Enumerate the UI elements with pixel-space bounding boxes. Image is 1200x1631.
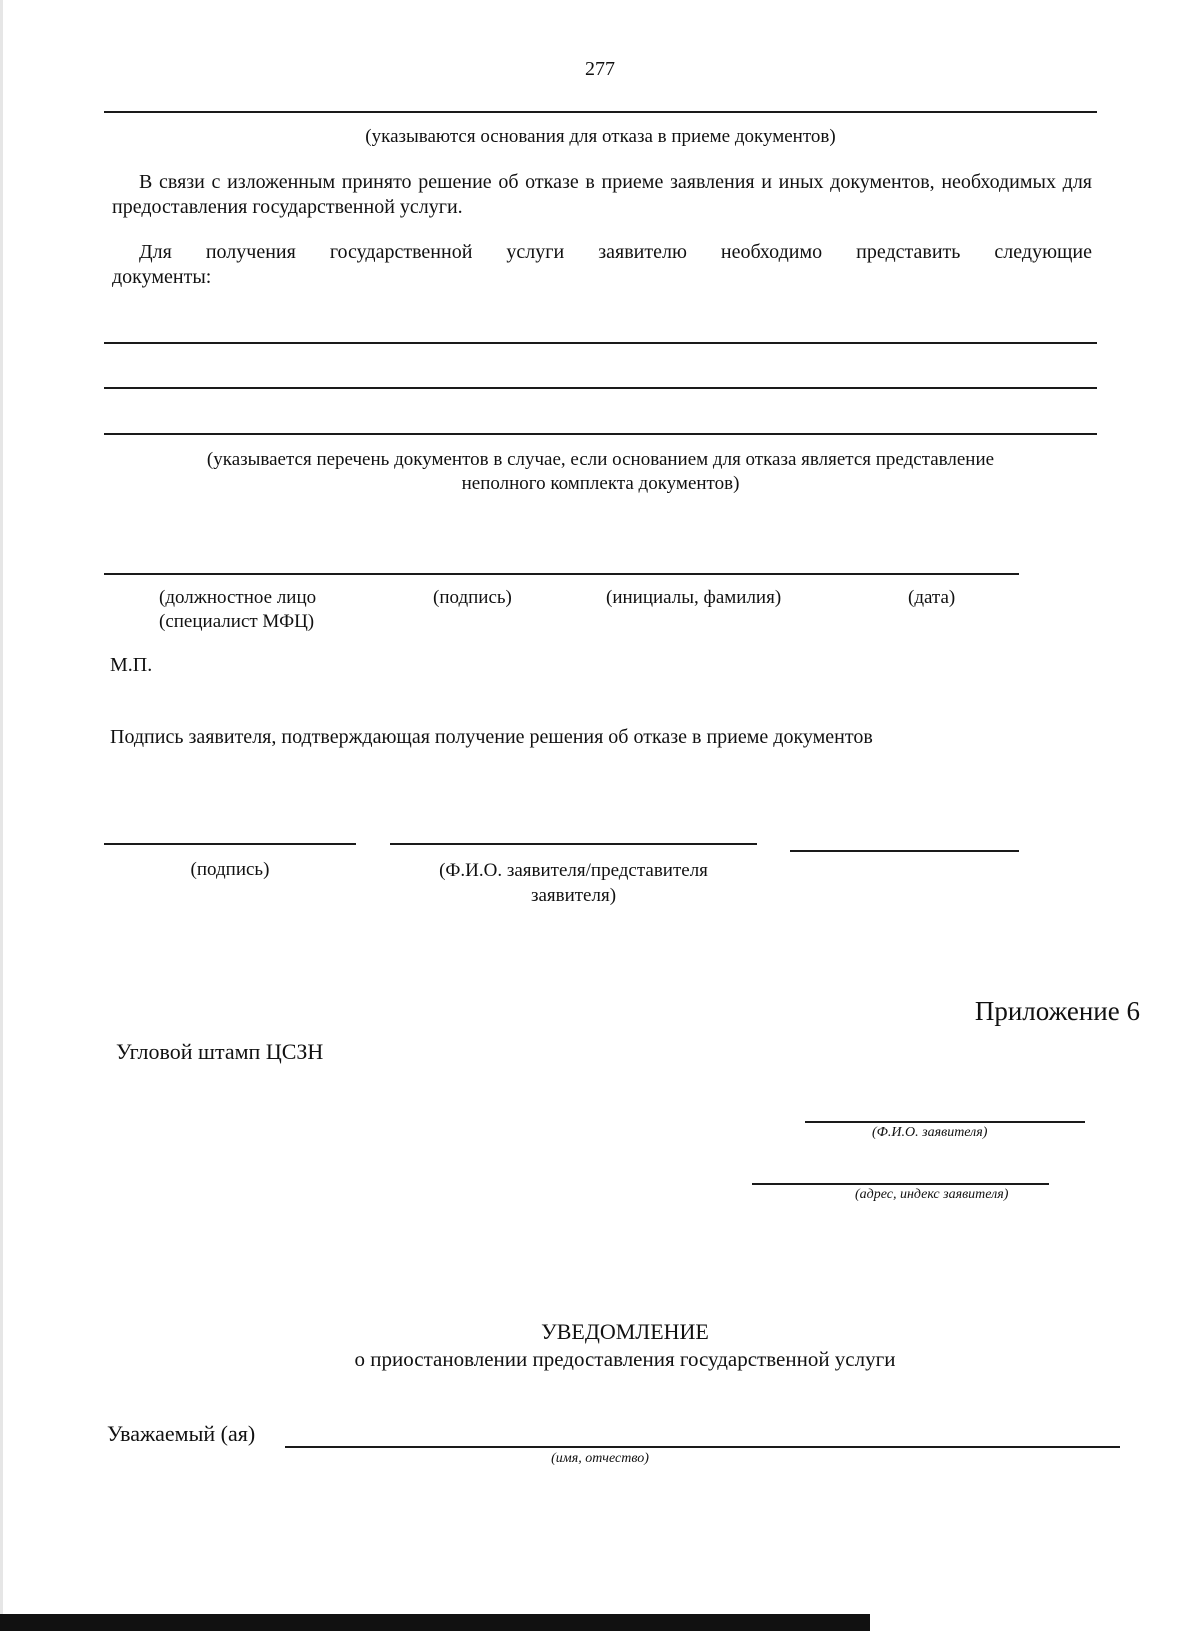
notification-subtitle: о приостановлении предоставления государственной услуги	[354, 1347, 896, 1371]
applicant-fio-caption: (Ф.И.О. заявителя)	[872, 1125, 988, 1140]
official-caption-line2: (специалист МФЦ)	[159, 611, 315, 632]
official-signature-caption: (подпись)	[433, 587, 512, 608]
applicant-confirmation: Подпись заявителя, подтверждающая получение решения об отказе в приеме документов	[110, 726, 873, 748]
salutation-name-caption: (имя, отчество)	[551, 1451, 649, 1466]
official-signature-line	[104, 573, 1019, 575]
official-caption-line1: (должностное лицо	[159, 587, 317, 608]
applicant-signature-caption: (подпись)	[190, 859, 270, 880]
decision-paragraph: В связи с изложенным принято решение об отказе в приеме заявления и иных документов, необходимых для предоставления государственной услуги.	[112, 171, 1092, 218]
applicant-name-line	[390, 843, 757, 845]
doc-list-line-2	[104, 387, 1097, 389]
scan-edge-left	[0, 0, 3, 1631]
grounds-line	[104, 111, 1097, 113]
required-docs-line2: документы:	[112, 266, 212, 288]
applicant-address-caption: (адрес, индекс заявителя)	[855, 1187, 1009, 1202]
applicant-fio-line	[805, 1121, 1085, 1123]
doc-list-line-1	[104, 342, 1097, 344]
scan-edge-bottom	[0, 1614, 870, 1631]
applicant-date-line	[790, 850, 1019, 852]
applicant-signature-line	[104, 843, 356, 845]
applicant-address-line	[752, 1183, 1049, 1185]
salutation-name-line	[285, 1446, 1120, 1448]
applicant-name-caption-line1: (Ф.И.О. заявителя/представителя	[439, 860, 708, 881]
salutation: Уважаемый (ая)	[107, 1421, 256, 1446]
doc-list-caption-line1: (указывается перечень документов в случае, если основанием для отказа является представление	[206, 449, 995, 470]
corner-stamp: Угловой штамп ЦСЗН	[116, 1039, 324, 1064]
appendix-label: Приложение 6	[974, 996, 1140, 1026]
grounds-caption: (указываются основания для отказа в приеме документов)	[365, 126, 836, 147]
doc-list-caption-line2: неполного комплекта документов)	[461, 473, 740, 494]
required-docs-line1: Для получения государственной услуги заявителю необходимо представить следующие	[139, 241, 1092, 263]
official-initials-caption: (инициалы, фамилия)	[606, 587, 782, 608]
doc-list-line-3	[104, 433, 1097, 435]
notification-title: УВЕДОМЛЕНИЕ	[541, 1319, 709, 1344]
official-date-caption: (дата)	[908, 587, 956, 608]
stamp-place: М.П.	[110, 654, 153, 676]
applicant-name-caption-line2: заявителя)	[530, 885, 617, 906]
page-number: 277	[585, 58, 615, 80]
